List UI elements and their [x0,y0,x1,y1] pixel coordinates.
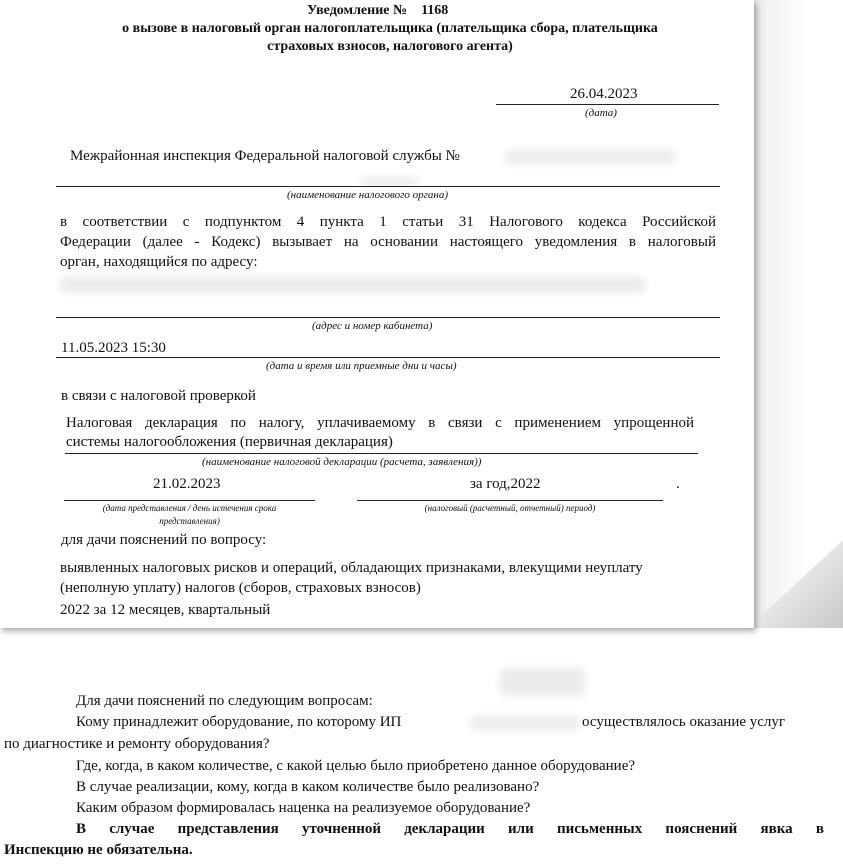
appointment-underline [56,357,720,358]
question-intro: для дачи пояснений по вопросу: [61,532,267,548]
appointment-datetime: 11.05.2023 15:30 [61,340,166,356]
question-line-1: выявленных налоговых рисков и операций, обладающих признаками, влекущими неуплату [60,560,643,576]
question-line-3: 2022 за 12 месяцев, квартальный [60,602,271,618]
submission-date-caption-1: (дата представления / день истечения срока [102,503,277,513]
additional-q1-part2: осуществлялось оказание услуг [582,714,786,730]
address-underline [56,317,720,318]
declaration-line-2: системы налогообложения (первичная декларация) [66,434,393,450]
authority-text: Межрайонная инспекция Федеральной налоговой службы № [70,148,460,164]
additional-q1-line2: по диагностике и ремонту оборудования? [4,736,270,752]
notice-subtitle-1: о вызове в налоговый орган налогоплательщика (плательщика сбора, плательщика [122,21,658,36]
period-trailing-dot: . [676,476,680,492]
date-caption: (дата) [585,107,617,119]
redacted-entrepreneur-name [470,716,580,730]
authority-caption: (наименование налогового органа) [287,189,449,201]
submission-date-underline [64,500,315,501]
redacted-stamp [500,668,585,696]
date-underline [496,104,719,105]
submission-date-caption-2: представления) [159,516,220,526]
notice-subtitle-2: страховых взносов, налогового агента) [267,39,513,54]
basis-line-1: в соответствии с подпунктом 4 пункта 1 статьи 31 Налогового кодекса Российской [60,214,716,230]
question-line-2: (неполную уплату) налогов (сборов, страховых взносов) [60,580,421,596]
basis-line-3: орган, находящийся по адресу: [60,254,258,270]
appointment-caption: (дата и время или приемные дни и часы) [266,360,457,372]
address-caption: (адрес и номер кабинета) [312,320,433,332]
additional-note-line-1: В случае представления уточненной декларации или письменных пояснений явка в [76,821,824,837]
additional-q2: Где, когда, в каком количестве, с какой целью было приобретено данное оборудование? [76,758,636,774]
authority-underline [56,186,720,187]
redacted-authority-tail [360,178,420,186]
redacted-address [60,277,645,293]
redacted-authority-number [505,150,675,164]
additional-note-line-2: Инспекцию не обязательна. [4,842,193,858]
tax-period-caption: (налоговый (расчетный, отчетный) период) [424,503,596,513]
additional-intro: Для дачи пояснений по следующим вопросам: [76,693,373,709]
declaration-caption: (наименование налоговой декларации (расчета, заявления)) [202,456,482,468]
submission-date: 21.02.2023 [153,476,221,492]
reason-text: в связи с налоговой проверкой [61,388,256,404]
notice-date: 26.04.2023 [570,86,638,102]
tax-period-underline [357,500,663,501]
additional-q4: Каким образом формировалась наценка на реализуемое оборудование? [76,800,531,816]
additional-q1-part1: Кому принадлежит оборудование, по которому ИП [76,714,402,730]
additional-q3: В случае реализации, кому, когда в каком количестве было реализовано? [76,779,540,795]
title-prefix: Уведомление № [307,3,408,18]
declaration-line-1: Налоговая декларация по налогу, уплачиваемому в связи с применением упрощенной [66,415,694,431]
notice-number: 1168 [421,3,449,18]
tax-period: за год,2022 [470,476,541,492]
basis-line-2: Федерации (далее - Кодекс) вызывает на основании настоящего уведомления в налоговый [60,234,716,250]
notice-title [307,3,448,19]
declaration-underline [65,453,698,454]
